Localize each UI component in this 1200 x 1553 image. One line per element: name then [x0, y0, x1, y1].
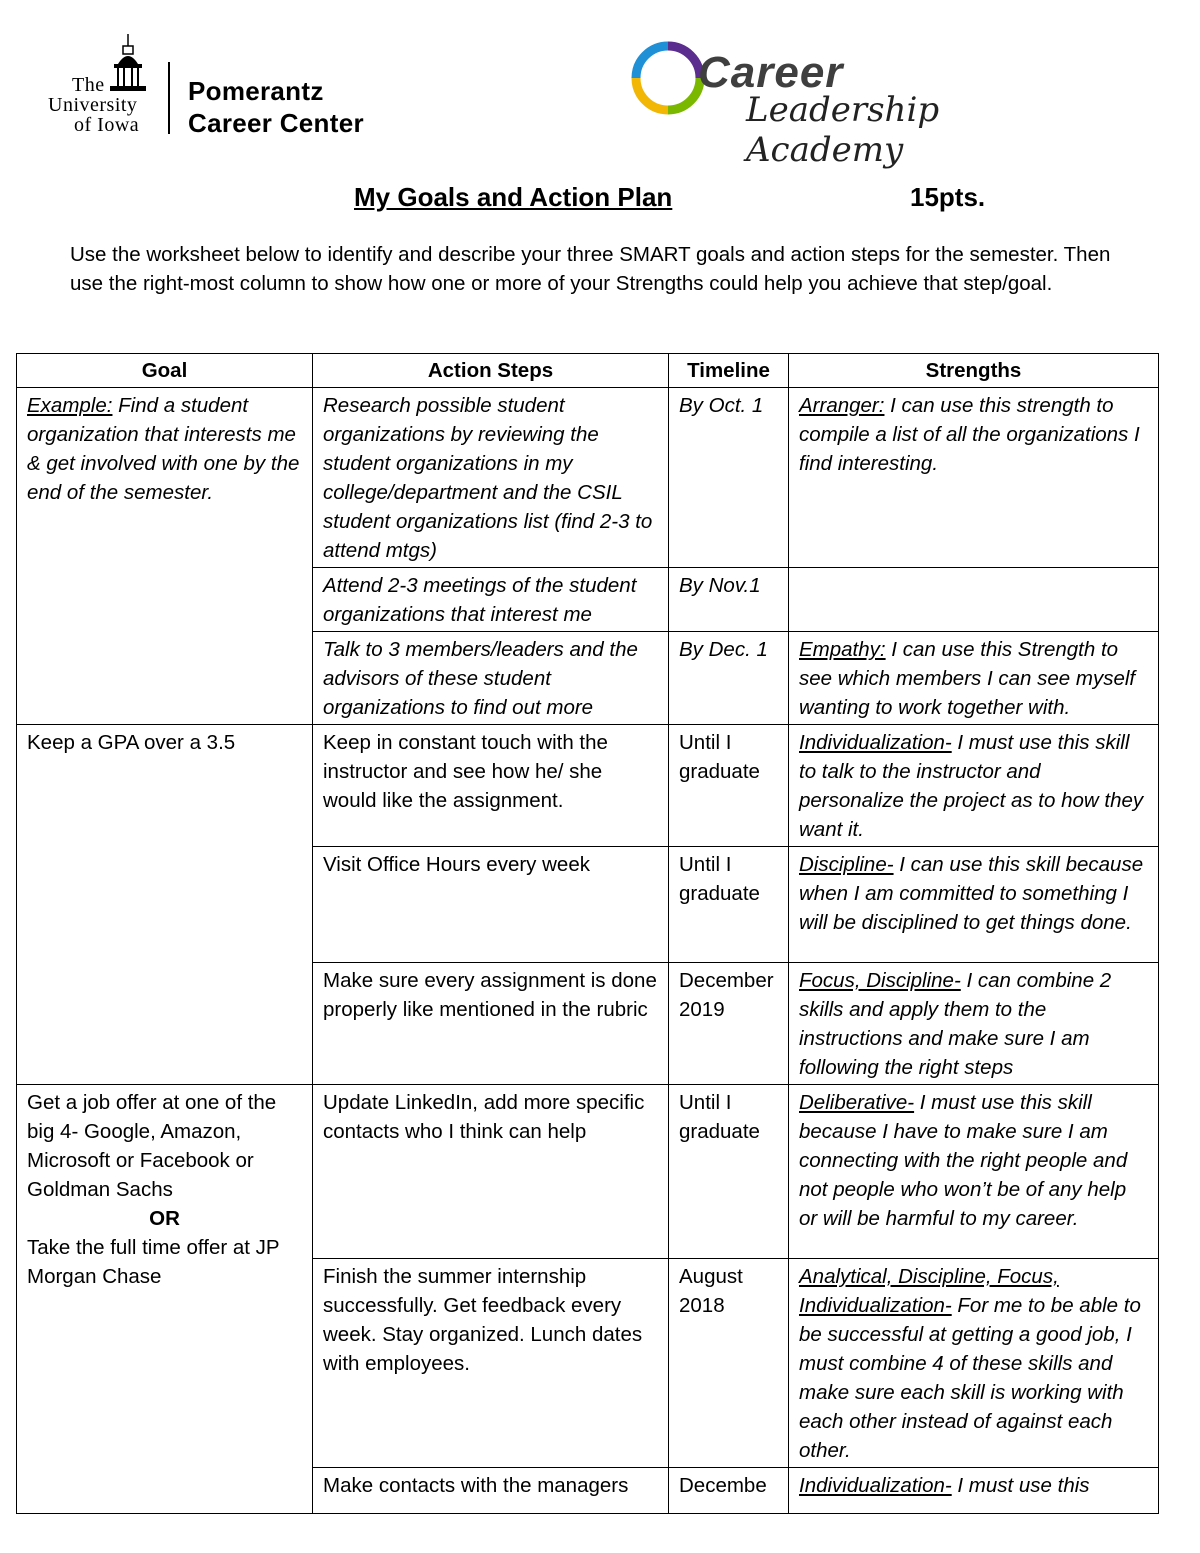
goal3-part2: Take the full time offer at JP Morgan Chase	[27, 1236, 280, 1288]
goal-cell-job-offer	[17, 1085, 313, 1514]
strength-label: Focus, Discipline-	[799, 969, 961, 992]
university-line1: The	[72, 74, 105, 96]
action-step-cell: Make contacts with the managers	[313, 1468, 669, 1514]
header-action-steps: Action Steps	[313, 354, 669, 388]
career-center-line2: Career Center	[188, 108, 364, 138]
timeline-cell: By Oct. 1	[669, 388, 789, 568]
action-step-cell: Attend 2-3 meetings of the student organizations that interest me	[313, 568, 669, 632]
goal-cell-example	[17, 388, 313, 725]
strength-label: Discipline-	[799, 853, 894, 876]
timeline-cell: By Nov.1	[669, 568, 789, 632]
table-row	[17, 725, 1159, 847]
timeline-cell: By Dec. 1	[669, 632, 789, 725]
action-step-cell: Visit Office Hours every week	[313, 847, 669, 963]
header-strengths: Strengths	[789, 354, 1159, 388]
strength-text: I can use this skill because when I am committed to something I will be disciplined to get things done.	[799, 853, 1144, 934]
goal3-or: OR	[149, 1207, 180, 1230]
page-header	[0, 0, 1200, 170]
timeline-cell: August 2018	[669, 1259, 789, 1468]
university-line2: University	[48, 94, 138, 116]
strength-text: I can combine 2 skills and apply them to the instructions and make sure I am following the right steps	[799, 969, 1112, 1079]
action-step-cell: Research possible student organizations by reviewing the student organizations in my college/department and the CSIL student organizations list (find 2-3 to attend mtgs)	[313, 388, 669, 568]
strength-cell	[789, 847, 1159, 963]
page-title: My Goals and Action Plan	[354, 182, 673, 212]
strength-cell	[789, 725, 1159, 847]
title-row	[0, 182, 1200, 222]
career-leadership-academy-logo	[624, 34, 1064, 170]
strength-cell	[789, 1085, 1159, 1259]
leadership-academy-wordmark: Leadership Academy	[746, 90, 940, 170]
strength-cell	[789, 568, 1159, 632]
action-step-cell: Talk to 3 members/leaders and the advisors of these student organizations to find out more	[313, 632, 669, 725]
example-goal-text: Find a student organization that interests me & get involved with one by the end of the semester.	[27, 394, 300, 504]
strength-text: I can use this Strength to see which members I can see myself wanting to work together with.	[799, 638, 1136, 719]
strength-cell	[789, 1468, 1159, 1514]
action-step-cell: Make sure every assignment is done properly like mentioned in the rubric	[313, 963, 669, 1085]
action-step-cell: Keep in constant touch with the instructor and see how he/ she would like the assignment.	[313, 725, 669, 847]
strength-cell	[789, 632, 1159, 725]
example-label: Example:	[27, 394, 113, 417]
points-label: 15pts.	[910, 182, 986, 212]
table-header-row	[17, 354, 1159, 388]
strength-cell	[789, 963, 1159, 1085]
capitol-dome-icon	[108, 34, 148, 94]
logo-divider	[168, 62, 170, 134]
strength-label: Deliberative-	[799, 1091, 915, 1114]
swirl-ring-icon	[628, 38, 708, 118]
table-row	[17, 388, 1159, 568]
strength-text: For me to be able to be successful at getting a good job, I must combine 4 of these skills and make sure each skill is working with each other instead of against each other.	[799, 1294, 1141, 1462]
career-center-line1: Pomerantz	[188, 76, 324, 106]
timeline-cell: Until I graduate	[669, 847, 789, 963]
strength-text: I must use this skill because I have to make sure I am connecting with the right people and not people who won’t be of any help or will be harmful to my career.	[799, 1091, 1128, 1230]
strength-label: Empathy:	[799, 638, 886, 661]
university-logo	[44, 30, 364, 140]
header-goal: Goal	[17, 354, 313, 388]
timeline-cell: Until I graduate	[669, 725, 789, 847]
goals-table	[16, 353, 1159, 1514]
strength-text: I can use this strength to compile a list of all the organizations I find interesting.	[799, 394, 1140, 475]
strength-label: Individualization-	[799, 731, 952, 754]
strength-label: Analytical, Discipline, Focus, Individualization-	[799, 1265, 1059, 1317]
instructions-paragraph: Use the worksheet below to identify and describe your three SMART goals and action steps for the semester. Then use the right-most column to show how one or more of your Strengths could help you achieve that step/goal.	[70, 243, 1111, 295]
strength-label: Individualization-	[799, 1474, 952, 1497]
goal-cell-gpa: Keep a GPA over a 3.5	[17, 725, 313, 1085]
goal3-part1: Get a job offer at one of the big 4- Google, Amazon, Microsoft or Facebook or Goldman Sachs	[27, 1091, 277, 1201]
strength-cell	[789, 388, 1159, 568]
strength-cell	[789, 1259, 1159, 1468]
timeline-cell: Until I graduate	[669, 1085, 789, 1259]
strength-label: Arranger:	[799, 394, 885, 417]
strength-text: I must use this	[951, 1474, 1090, 1497]
timeline-cell: December 2019	[669, 963, 789, 1085]
header-timeline: Timeline	[669, 354, 789, 388]
action-step-cell: Finish the summer internship successfully. Get feedback every week. Stay organized. Lunch dates with employees.	[313, 1259, 669, 1468]
strength-text: I must use this skill to talk to the instructor and personalize the project as to how they want it.	[799, 731, 1144, 841]
university-line3: of Iowa	[74, 114, 140, 136]
table-row	[17, 1085, 1159, 1259]
timeline-cell: Decembe	[669, 1468, 789, 1514]
action-step-cell: Update LinkedIn, add more specific contacts who I think can help	[313, 1085, 669, 1259]
career-wordmark: Career	[698, 48, 844, 97]
